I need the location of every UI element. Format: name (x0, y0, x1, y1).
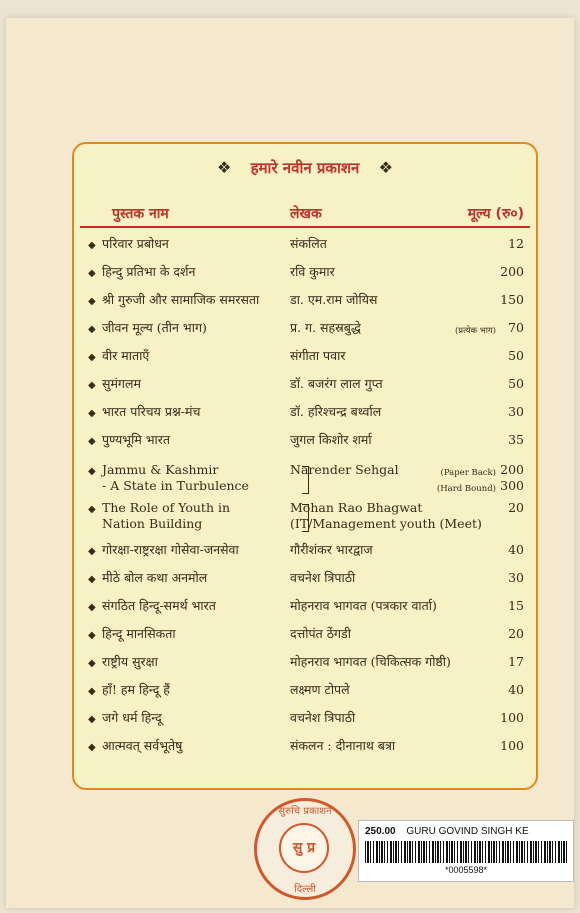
book-author: वचनेश त्रिपाठी (290, 710, 356, 725)
book-price: 12 (508, 236, 524, 251)
book-price: 70 (508, 320, 524, 335)
bullet-icon: ◆ (88, 324, 96, 335)
book-author: डॉ. हरिश्चन्द्र बर्थ्वाल (290, 404, 382, 419)
book-price: 100 (500, 738, 524, 753)
column-header-title: पुस्तक नाम (112, 206, 169, 222)
logo-city: दिल्ली (294, 884, 316, 895)
title-bracket (302, 504, 309, 532)
bullet-icon: ◆ (88, 352, 96, 363)
bullet-icon: ◆ (88, 714, 96, 725)
book-author: प्र. ग. सहस्रबुद्धे (290, 320, 361, 335)
book-title: सुमंगलम (102, 376, 141, 391)
book-title: The Role of Youth in (102, 500, 231, 515)
book-author: Narender Sehgal (290, 462, 399, 477)
ornament-icon: ❖ (378, 158, 393, 177)
book-author: वचनेश त्रिपाठी (290, 570, 356, 585)
barcode-number: *0005598* (444, 865, 488, 875)
sticker-price: 250.00 (365, 826, 396, 837)
book-author-line2: (IT/Management youth (Meet) (290, 516, 482, 531)
barcode (365, 841, 567, 863)
back-cover (6, 18, 574, 908)
bullet-icon: ◆ (88, 380, 96, 391)
book-price: 20 (508, 500, 524, 515)
bullet-icon: ◆ (88, 686, 96, 697)
book-price: 20 (508, 626, 524, 641)
title-bracket (302, 466, 309, 494)
price-note: (प्रत्येक भाग) (454, 326, 496, 336)
book-title: हिन्दू मानसिकता (102, 626, 176, 641)
book-price: 17 (508, 654, 524, 669)
bullet-icon: ◆ (88, 630, 96, 641)
bullet-icon: ◆ (88, 268, 96, 279)
ornament-icon: ❖ (217, 158, 232, 177)
book-author: मोहनराव भागवत (पत्रकार वार्ता) (290, 598, 437, 613)
bullet-icon: ◆ (88, 658, 96, 669)
book-price: 30 (508, 570, 524, 585)
book-title: हाँ! हम हिन्दू हैं (102, 682, 170, 697)
book-title: वीर माताएँ (102, 348, 150, 363)
book-price: 40 (508, 542, 524, 557)
book-price: 35 (508, 432, 524, 447)
price-note-2: (Hard Bound) (436, 484, 496, 494)
catalog-heading-text: हमारे नवीन प्रकाशन (250, 159, 360, 177)
book-title: मीठे बोल कथा अनमोल (102, 570, 208, 585)
book-title: गोरक्षा-राष्ट्ररक्षा गोसेवा-जनसेवा (102, 542, 239, 557)
catalog-heading (74, 158, 536, 178)
book-price: 30 (508, 404, 524, 419)
book-price: 200 (500, 264, 524, 279)
book-title: पुण्यभूमि भारत (102, 432, 171, 447)
book-author: संकलित (290, 236, 327, 251)
book-title: भारत परिचय प्रश्न-मंच (102, 404, 201, 419)
book-author: संकलन : दीनानाथ बत्रा (290, 738, 396, 753)
book-price: 15 (508, 598, 524, 613)
sticker-line (365, 826, 529, 837)
bullet-icon: ◆ (88, 546, 96, 557)
book-title: जीवन मूल्य (तीन भाग) (102, 320, 207, 335)
book-title: आत्मवत् सर्वभूतेषु (102, 738, 183, 753)
book-author: Mohan Rao Bhagwat (290, 500, 423, 515)
book-title: Jammu & Kashmir (102, 462, 219, 477)
book-price: 100 (500, 710, 524, 725)
price-note: (Paper Back) (440, 468, 496, 478)
new-publications-box (72, 142, 538, 790)
book-price: 40 (508, 682, 524, 697)
book-title: संगठित हिन्दू-समर्थ भारत (102, 598, 216, 613)
bullet-icon: ◆ (88, 240, 96, 251)
book-title-line2: Nation Building (102, 516, 203, 531)
bullet-icon: ◆ (88, 466, 96, 477)
logo-ring-text: सुरुचि प्रकाशन (278, 806, 332, 817)
book-title: हिन्दु प्रतिभा के दर्शन (102, 264, 196, 279)
book-author: संगीता पवार (290, 348, 346, 363)
book-title: श्री गुरुजी और सामाजिक समरसता (102, 292, 260, 307)
book-title: राष्ट्रीय सुरक्षा (102, 654, 158, 669)
book-author: डा. एम.राम जोयिस (290, 292, 378, 307)
book-author: लक्ष्मण टोपले (290, 682, 350, 697)
book-price: 200 (500, 462, 524, 477)
column-header-author: लेखक (290, 206, 322, 222)
sticker-label: GURU GOVIND SINGH KE (406, 826, 529, 837)
publisher-logo (254, 798, 356, 900)
price-barcode-sticker (358, 820, 574, 882)
book-author: जुगल किशोर शर्मा (290, 432, 372, 447)
bullet-icon: ◆ (88, 742, 96, 753)
logo-center: सु प्र (279, 823, 329, 873)
book-author: दत्तोपंत ठेंगडी (290, 626, 351, 641)
book-price: 50 (508, 348, 524, 363)
book-title-line2: - A State in Turbulence (102, 478, 249, 493)
book-price: 50 (508, 376, 524, 391)
bullet-icon: ◆ (88, 574, 96, 585)
bullet-icon: ◆ (88, 504, 96, 515)
book-price: 150 (500, 292, 524, 307)
bullet-icon: ◆ (88, 408, 96, 419)
bullet-icon: ◆ (88, 602, 96, 613)
book-title: परिवार प्रबोधन (102, 236, 169, 251)
book-price-2: 300 (500, 478, 524, 493)
book-author: मोहनराव भागवत (चिकित्सक गोष्ठी) (290, 654, 451, 669)
bullet-icon: ◆ (88, 296, 96, 307)
column-header-price: मूल्य (रु०) (467, 206, 524, 222)
bullet-icon: ◆ (88, 436, 96, 447)
header-divider (80, 226, 530, 228)
book-author: रवि कुमार (290, 264, 335, 279)
book-author: डॉ. बजरंग लाल गुप्त (290, 376, 383, 391)
book-title: जगे धर्म हिन्दू (102, 710, 162, 725)
book-author: गौरीशंकर भारद्वाज (290, 542, 373, 557)
